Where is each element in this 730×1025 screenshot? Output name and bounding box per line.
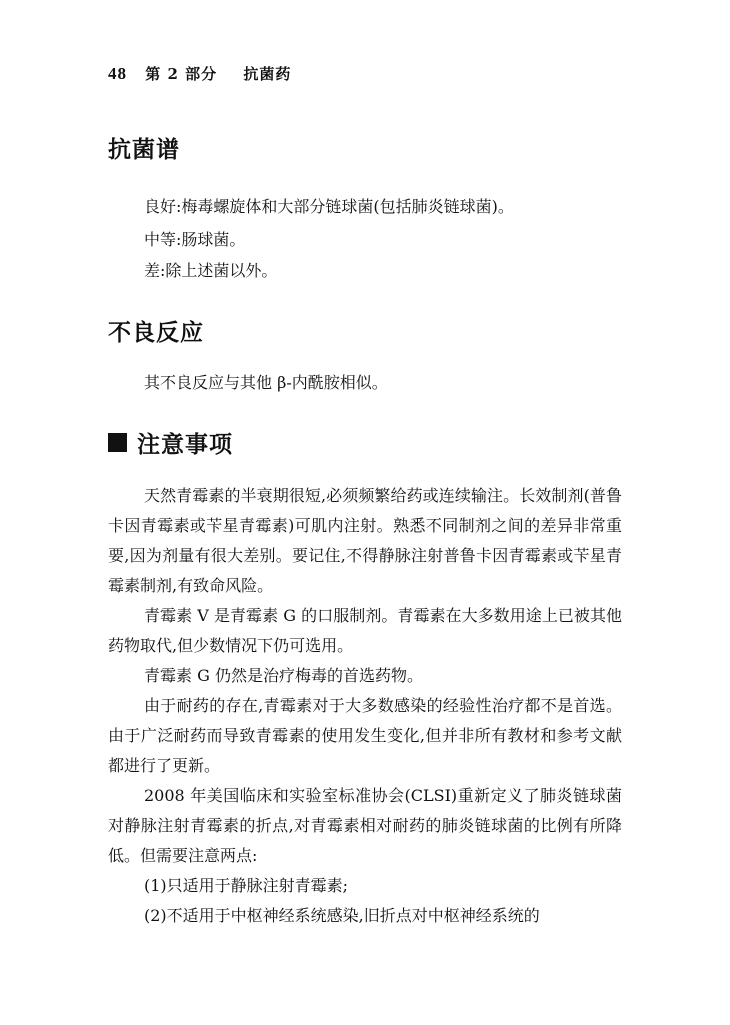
notes-paragraph-5: 2008 年美国临床和实验室标准协会(CLSI)重新定义了肺炎链球菌对静脉注射青霉素的折点,对青霉素相对耐药的肺炎链球菌的比例有所降低。但需要注意两点:	[108, 786, 622, 865]
spectrum-item-good: 良好:梅毒螺旋体和大部分链球菌(包括肺炎链球菌)。	[144, 197, 514, 216]
notes-paragraph-2: 青霉素 V 是青霉素 G 的口服制剂。青霉素在大多数用途上已被其他药物取代,但少数情况下仍可选用。	[108, 606, 622, 655]
page-number: 48	[108, 64, 127, 83]
square-bullet-icon	[108, 433, 127, 452]
spectrum-heading: 抗菌谱	[108, 137, 180, 163]
notes-paragraph-1: 天然青霉素的半衰期很短,必须频繁给药或连续输注。长效制剂(普鲁卡因青霉素或苄星青霉素)可肌内注射。熟悉不同制剂之间的差异非常重要,因为剂量有很大差别。要记住,不得静脉注射普鲁卡因青霉素或苄星青霉素制剂,有致命风险。	[108, 486, 622, 595]
spectrum-item-poor: 差:除上述菌以外。	[144, 261, 278, 280]
notes-heading-label: 注意事项	[137, 432, 233, 458]
running-head-part: 第 2 部分	[145, 65, 218, 83]
notes-heading	[108, 426, 233, 459]
notes-paragraph-4: 由于耐药的存在,青霉素对于大多数感染的经验性治疗都不是首选。由于广泛耐药而导致青霉素的使用发生变化,但并非所有教材和参考文献都进行了更新。	[108, 696, 622, 775]
spectrum-item-moderate: 中等:肠球菌。	[144, 230, 246, 249]
notes-list-item-1: (1)只适用于静脉注射青霉素;	[144, 876, 349, 895]
adverse-reactions-heading: 不良反应	[108, 320, 204, 346]
running-head-title: 抗菌药	[243, 65, 292, 83]
notes-paragraph-3: 青霉素 G 仍然是治疗梅毒的首选药物。	[144, 666, 423, 685]
adverse-reactions-text: 其不良反应与其他 β-内酰胺相似。	[144, 373, 388, 392]
running-head	[108, 63, 291, 84]
notes-list-item-2: (2)不适用于中枢神经系统感染,旧折点对中枢神经系统的	[144, 906, 540, 925]
